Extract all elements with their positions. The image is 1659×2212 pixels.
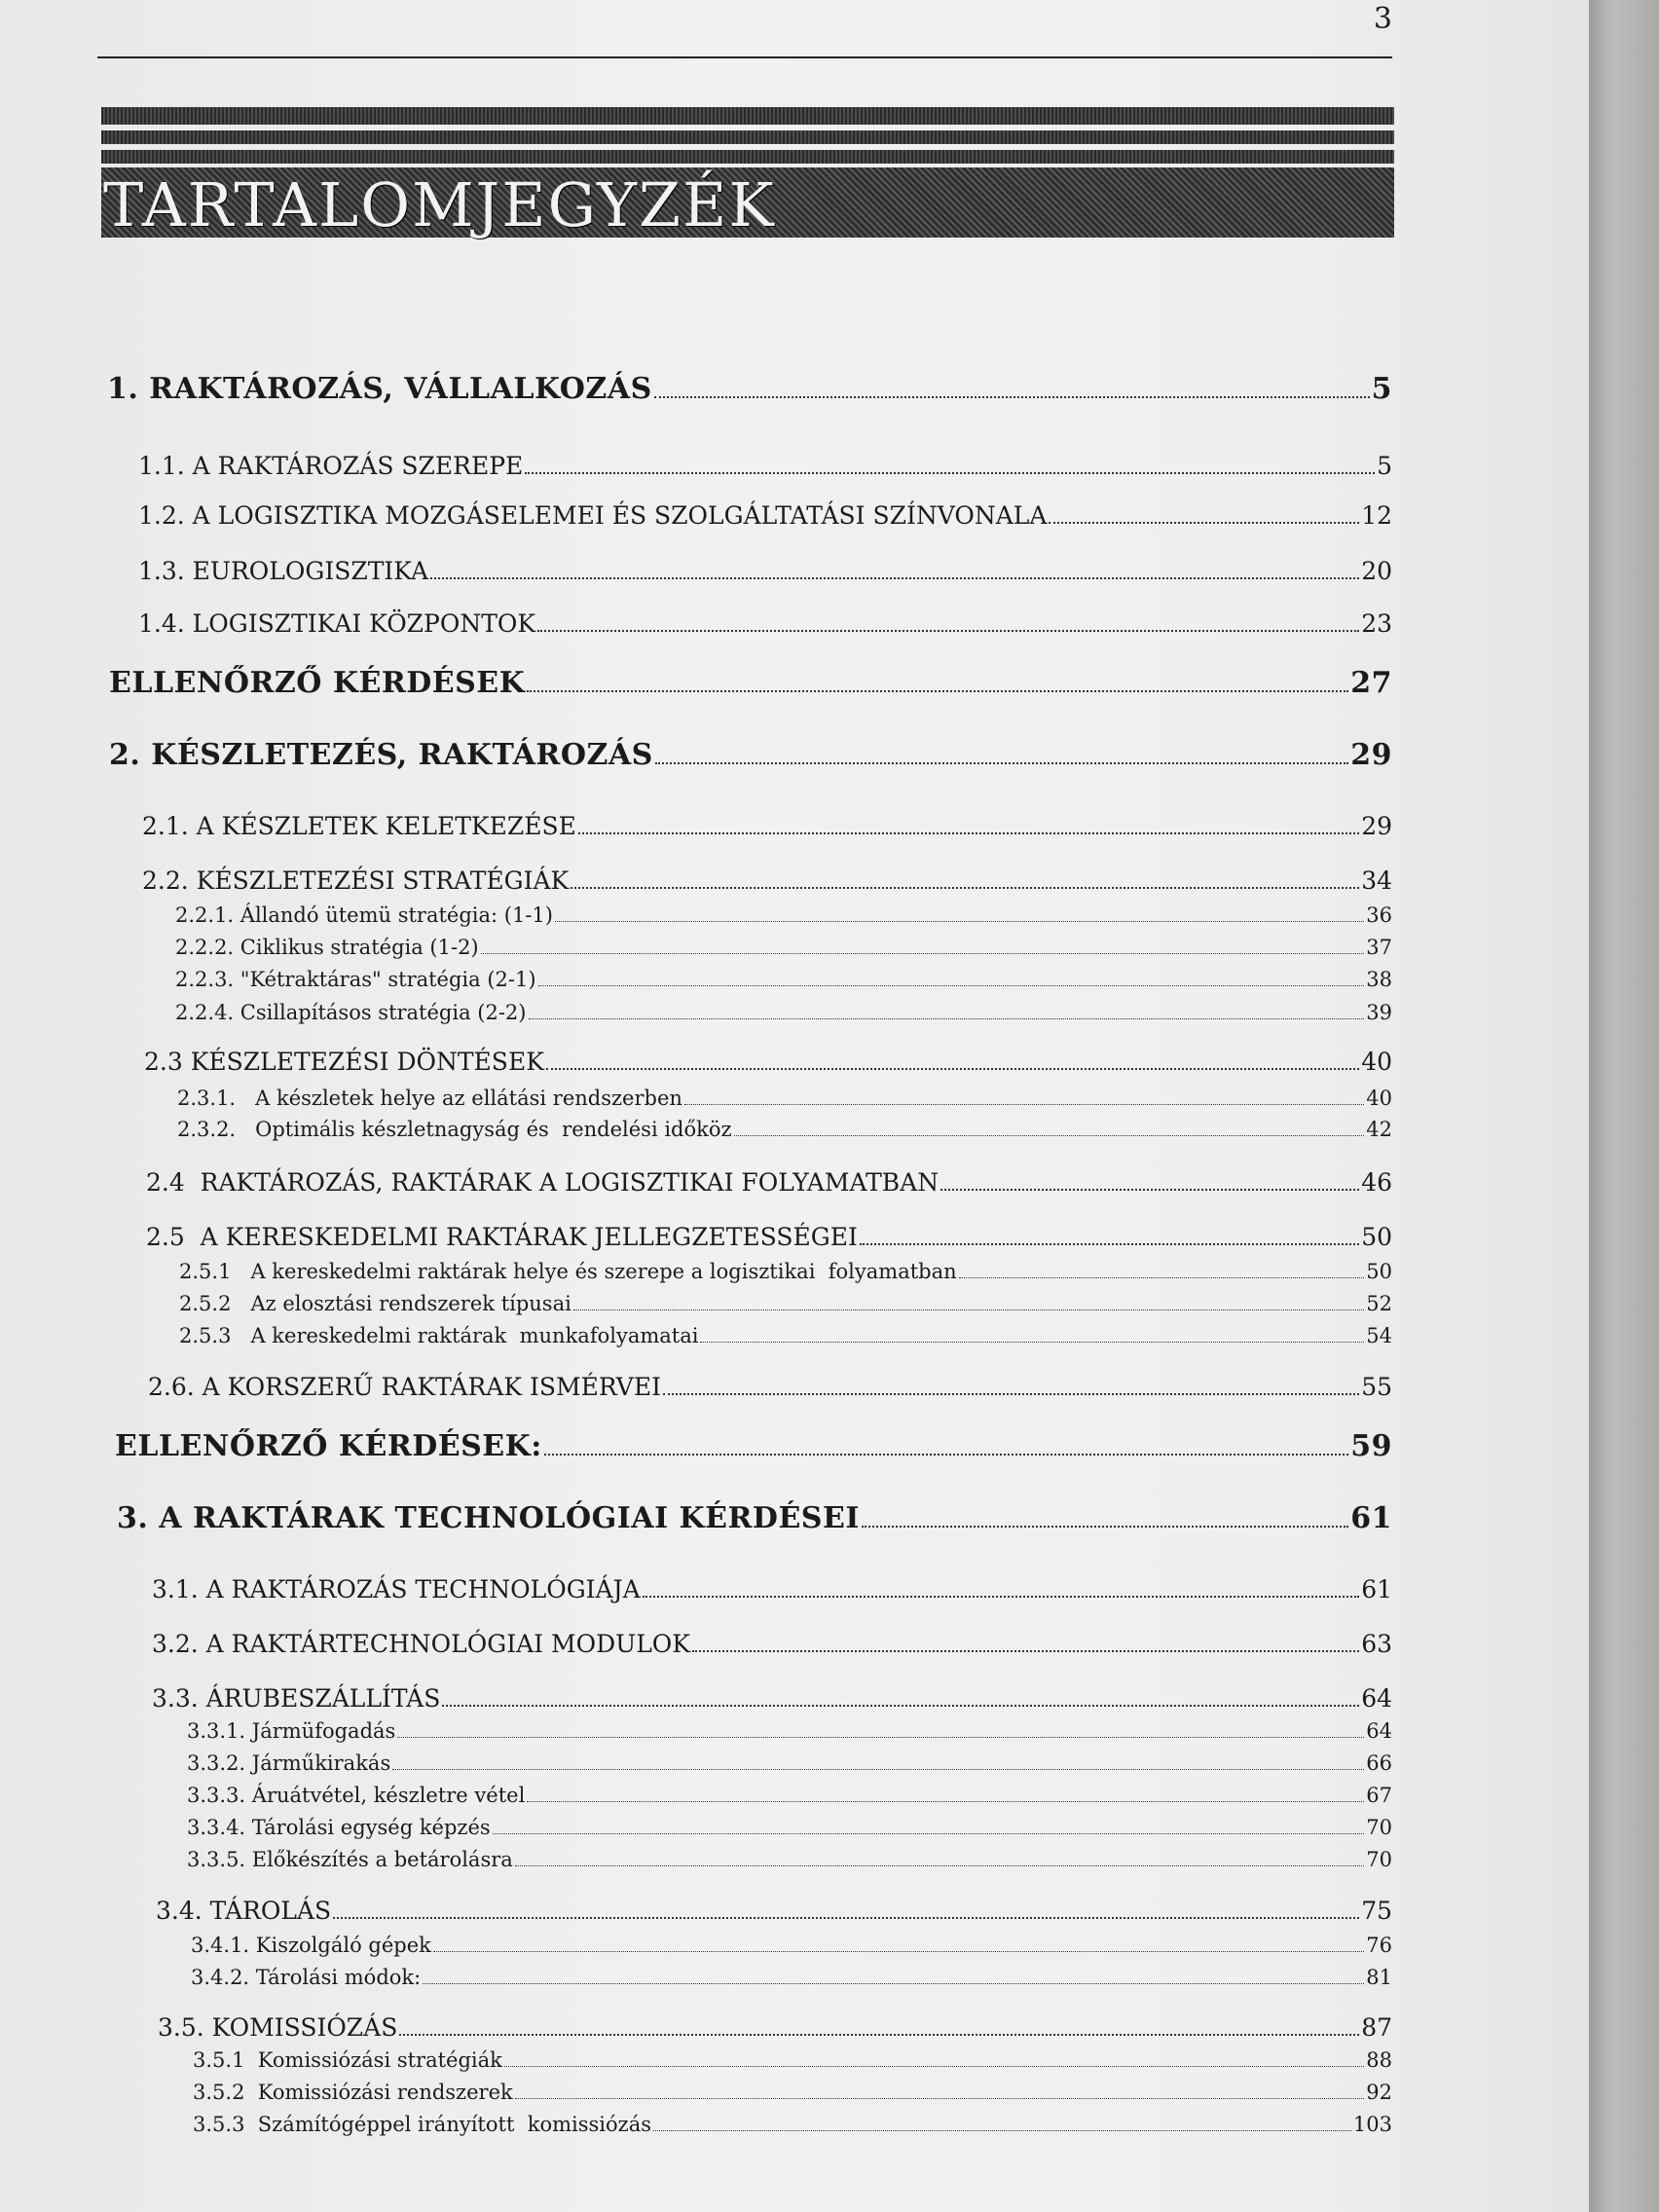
toc-entry[interactable] — [179, 1260, 1392, 1283]
toc-entry-title: 1. RAKTÁROZÁS, VÁLLALKOZÁS — [107, 372, 652, 406]
toc-page-number: 59 — [1350, 1429, 1392, 1463]
toc-entry-title: 1.2. A LOGISZTIKA MOZGÁSELEMEI ÉS SZOLGÁLTATÁSI SZÍNVONALA — [138, 501, 1048, 530]
toc-entry-title: ELLENŐRZŐ KÉRDÉSEK: — [115, 1429, 542, 1463]
toc-page-number: 46 — [1361, 1168, 1392, 1197]
toc-entry-title: 1.4. LOGISZTIKAI KÖZPONTOK — [138, 609, 536, 638]
toc-entry[interactable] — [191, 1966, 1392, 1989]
toc-page-number: 34 — [1361, 866, 1392, 895]
toc-entry[interactable] — [138, 557, 1392, 585]
leader-dots — [663, 1393, 1359, 1395]
toc-entry-title: 2.3.1. A készletek helye az ellátási rendszerben — [177, 1087, 682, 1110]
toc-entry-title: 2.2.1. Állandó ütemü stratégia: (1-1) — [175, 903, 553, 927]
toc-entry-title: 2.3.2. Optimális készletnagyság és rendelési időköz — [177, 1118, 732, 1141]
toc-entry-title: 2.2.3. "Kétraktáras" stratégia (2-1) — [175, 968, 536, 991]
leader-dots — [430, 577, 1359, 579]
toc-entry[interactable] — [187, 1816, 1392, 1839]
toc-page-number: 92 — [1366, 2081, 1392, 2104]
toc-entry[interactable] — [109, 738, 1392, 772]
toc-entry[interactable] — [152, 1575, 1392, 1604]
book-spine — [1589, 0, 1659, 2212]
toc-page-number: 70 — [1366, 1848, 1392, 1871]
leader-dots — [655, 762, 1348, 764]
toc-entry-title: 3.5. KOMISSIÓZÁS — [158, 2013, 398, 2042]
toc-entry[interactable] — [117, 1501, 1392, 1535]
toc-entry-title: 2.5.1 A kereskedelmi raktárak helye és szerepe a logisztikai folyamatban — [179, 1260, 957, 1283]
toc-entry[interactable] — [107, 372, 1392, 406]
leader-dots — [578, 832, 1359, 834]
toc-entry[interactable] — [138, 452, 1392, 480]
toc-entry-title: 3.4.2. Tárolási módok: — [191, 1966, 422, 1989]
leader-dots — [397, 1737, 1364, 1738]
leader-dots — [684, 1104, 1364, 1105]
toc-entry[interactable] — [187, 1784, 1392, 1807]
leader-dots — [959, 1277, 1365, 1278]
toc-entry[interactable] — [187, 1719, 1392, 1743]
toc-entry-title: 3.1. A RAKTÁROZÁS TECHNOLÓGIÁJA — [152, 1575, 641, 1604]
toc-entry-title: 1.3. EUROLOGISZTIKA — [138, 557, 428, 585]
toc-entry-title: 2. KÉSZLETEZÉS, RAKTÁROZÁS — [109, 738, 653, 772]
toc-page-number: 29 — [1350, 738, 1392, 772]
toc-entry[interactable] — [152, 1684, 1392, 1713]
toc-entry-title: 3.3.2. Járműkirakás — [187, 1751, 391, 1775]
toc-page-number: 12 — [1361, 501, 1392, 530]
toc-entry[interactable] — [191, 1934, 1392, 1957]
leader-dots — [1049, 522, 1359, 524]
toc-entry[interactable] — [193, 2048, 1392, 2072]
leader-dots — [862, 1526, 1348, 1528]
toc-entry-title: 2.5.2 Az elosztási rendszerek típusai — [179, 1292, 571, 1315]
toc-entry[interactable] — [187, 1848, 1392, 1871]
toc-entry[interactable] — [158, 2013, 1392, 2042]
toc-entry-title: 2.5 A KERESKEDELMI RAKTÁRAK JELLEGZETESSÉGEI — [146, 1223, 858, 1251]
leader-dots — [515, 2098, 1365, 2099]
toc-entry-title: 1.1. A RAKTÁROZÁS SZEREPE — [138, 452, 524, 480]
toc-page-number: 52 — [1366, 1292, 1392, 1315]
leader-dots — [571, 887, 1359, 889]
toc-page-number: 75 — [1361, 1897, 1392, 1925]
leader-dots — [537, 630, 1359, 632]
leader-dots — [527, 690, 1348, 692]
page-title: TARTALOMJEGYZÉK — [103, 169, 776, 240]
toc-entry-title: 3.3.5. Előkészítés a betárolásra — [187, 1848, 513, 1871]
toc-page-number: 76 — [1366, 1934, 1392, 1957]
toc-page-number: 87 — [1361, 2013, 1392, 2042]
toc-entry-title: 3.3.1. Jármüfogadás — [187, 1719, 396, 1743]
toc-page-number: 54 — [1366, 1324, 1392, 1347]
toc-page-number: 81 — [1366, 1966, 1392, 1989]
title-banner — [101, 107, 1394, 238]
toc-entry[interactable] — [146, 1168, 1392, 1197]
leader-dots — [555, 921, 1364, 922]
toc-entry[interactable] — [193, 2113, 1392, 2136]
page-number: 3 — [1373, 2, 1392, 36]
leader-dots — [504, 2066, 1364, 2067]
toc-page-number: 5 — [1371, 372, 1392, 406]
toc-page-number: 27 — [1350, 666, 1392, 700]
toc-entry-title: 2.2.2. Ciklikus stratégia (1-2) — [175, 936, 479, 959]
leader-dots — [573, 1309, 1364, 1310]
toc-entry[interactable] — [115, 1429, 1392, 1463]
leader-dots — [940, 1189, 1359, 1191]
leader-dots — [529, 1018, 1365, 1019]
toc-entry-title: 3. A RAKTÁRAK TECHNOLÓGIAI KÉRDÉSEI — [117, 1501, 860, 1535]
banner-stripe — [101, 130, 1394, 144]
toc-entry[interactable] — [109, 666, 1392, 700]
banner-stripe — [101, 107, 1394, 125]
leader-dots — [442, 1705, 1359, 1707]
toc-page-number: 40 — [1361, 1048, 1392, 1076]
toc-entry-title: 3.3. ÁRUBESZÁLLÍTÁS — [152, 1684, 441, 1713]
toc-entry[interactable] — [156, 1897, 1392, 1925]
leader-dots — [860, 1243, 1359, 1245]
toc-page-number: 5 — [1377, 452, 1392, 480]
toc-entry[interactable] — [142, 812, 1392, 840]
leader-dots — [433, 1951, 1364, 1952]
toc-entry[interactable] — [175, 968, 1392, 991]
toc-page-number: 63 — [1361, 1630, 1392, 1658]
leader-dots — [392, 1769, 1364, 1770]
leader-dots — [399, 2034, 1359, 2036]
leader-dots — [525, 472, 1375, 474]
toc-entry[interactable] — [179, 1324, 1392, 1347]
toc-entry[interactable] — [175, 936, 1392, 959]
toc-entry[interactable] — [148, 1373, 1392, 1401]
leader-dots — [654, 396, 1370, 398]
toc-page-number: 64 — [1361, 1684, 1392, 1713]
leader-dots — [700, 1342, 1364, 1343]
toc-page-number: 66 — [1366, 1751, 1392, 1775]
toc-entry-title: 3.3.3. Áruátvétel, készletre vétel — [187, 1784, 526, 1807]
toc-entry-title: 3.5.1 Komissiózási stratégiák — [193, 2048, 502, 2072]
banner-stripe — [101, 150, 1394, 164]
leader-dots — [481, 953, 1365, 954]
toc-entry-title: 2.5.3 A kereskedelmi raktárak munkafolyamatai — [179, 1324, 699, 1347]
leader-dots — [515, 1865, 1364, 1866]
toc-entry[interactable] — [175, 903, 1392, 927]
toc-entry[interactable] — [193, 2081, 1392, 2104]
toc-page-number: 42 — [1366, 1118, 1392, 1141]
toc-page-number: 50 — [1366, 1260, 1392, 1283]
toc-entry-title: 2.4 RAKTÁROZÁS, RAKTÁRAK A LOGISZTIKAI FOLYAMATBAN — [146, 1168, 940, 1197]
toc-entry-title: 3.4. TÁROLÁS — [156, 1897, 332, 1925]
toc-entry-title: 3.5.3 Számítógéppel irányított komissiózás — [193, 2113, 652, 2136]
leader-dots — [734, 1135, 1365, 1136]
toc-page-number: 38 — [1366, 968, 1392, 991]
toc-entry-title: 2.6. A KORSZERŰ RAKTÁRAK ISMÉRVEI — [148, 1373, 661, 1401]
leader-dots — [653, 2130, 1351, 2131]
toc-entry[interactable] — [177, 1118, 1392, 1141]
leader-dots — [544, 1454, 1348, 1456]
toc-entry-title: 3.2. A RAKTÁRTECHNOLÓGIAI MODULOK — [152, 1630, 690, 1658]
toc-page-number: 29 — [1361, 812, 1392, 840]
toc-entry[interactable] — [177, 1087, 1392, 1110]
toc-page-number: 61 — [1361, 1575, 1392, 1604]
leader-dots — [546, 1068, 1359, 1070]
toc-page-number: 40 — [1366, 1087, 1392, 1110]
toc-entry-title: 3.3.4. Tárolási egység képzés — [187, 1816, 491, 1839]
toc-entry-title: ELLENŐRZŐ KÉRDÉSEK — [109, 666, 526, 700]
leader-dots — [527, 1801, 1364, 1802]
toc-entry-title: 2.2.4. Csillapításos stratégia (2-2) — [175, 1001, 527, 1024]
toc-entry[interactable] — [138, 501, 1392, 530]
toc-entry[interactable] — [142, 866, 1392, 895]
toc-entry[interactable] — [175, 1001, 1392, 1024]
toc-page-number: 55 — [1361, 1373, 1392, 1401]
toc-entry-title: 3.5.2 Komissiózási rendszerek — [193, 2081, 513, 2104]
toc-entry-title: 2.1. A KÉSZLETEK KELETKEZÉSE — [142, 812, 576, 840]
leader-dots — [692, 1650, 1359, 1652]
toc-page-number: 20 — [1361, 557, 1392, 585]
toc-page-number: 70 — [1366, 1816, 1392, 1839]
leader-dots — [643, 1596, 1360, 1598]
toc-entry-title: 2.3 KÉSZLETEZÉSI DÖNTÉSEK — [144, 1048, 544, 1076]
toc-entry[interactable] — [187, 1751, 1392, 1775]
toc-page-number: 67 — [1366, 1784, 1392, 1807]
toc-page-number: 23 — [1361, 609, 1392, 638]
toc-page-number: 37 — [1366, 936, 1392, 959]
toc-page-number: 50 — [1361, 1223, 1392, 1251]
toc-page-number: 88 — [1366, 2048, 1392, 2072]
header-rule — [97, 56, 1392, 58]
leader-dots — [493, 1833, 1365, 1834]
toc-page-number: 39 — [1366, 1001, 1392, 1024]
toc-page-number: 64 — [1366, 1719, 1392, 1743]
toc-entry-title: 2.2. KÉSZLETEZÉSI STRATÉGIÁK — [142, 866, 570, 895]
toc-page-number: 103 — [1352, 2113, 1392, 2136]
leader-dots — [423, 1983, 1364, 1984]
toc-entry[interactable] — [152, 1630, 1392, 1658]
toc-entry-title: 3.4.1. Kiszolgáló gépek — [191, 1934, 431, 1957]
leader-dots — [538, 985, 1365, 986]
toc-entry[interactable] — [144, 1048, 1392, 1076]
toc-entry[interactable] — [179, 1292, 1392, 1315]
toc-entry[interactable] — [138, 609, 1392, 638]
toc-page-number: 61 — [1350, 1501, 1392, 1535]
toc-entry[interactable] — [146, 1223, 1392, 1251]
toc-page-number: 36 — [1366, 903, 1392, 927]
leader-dots — [333, 1917, 1359, 1919]
